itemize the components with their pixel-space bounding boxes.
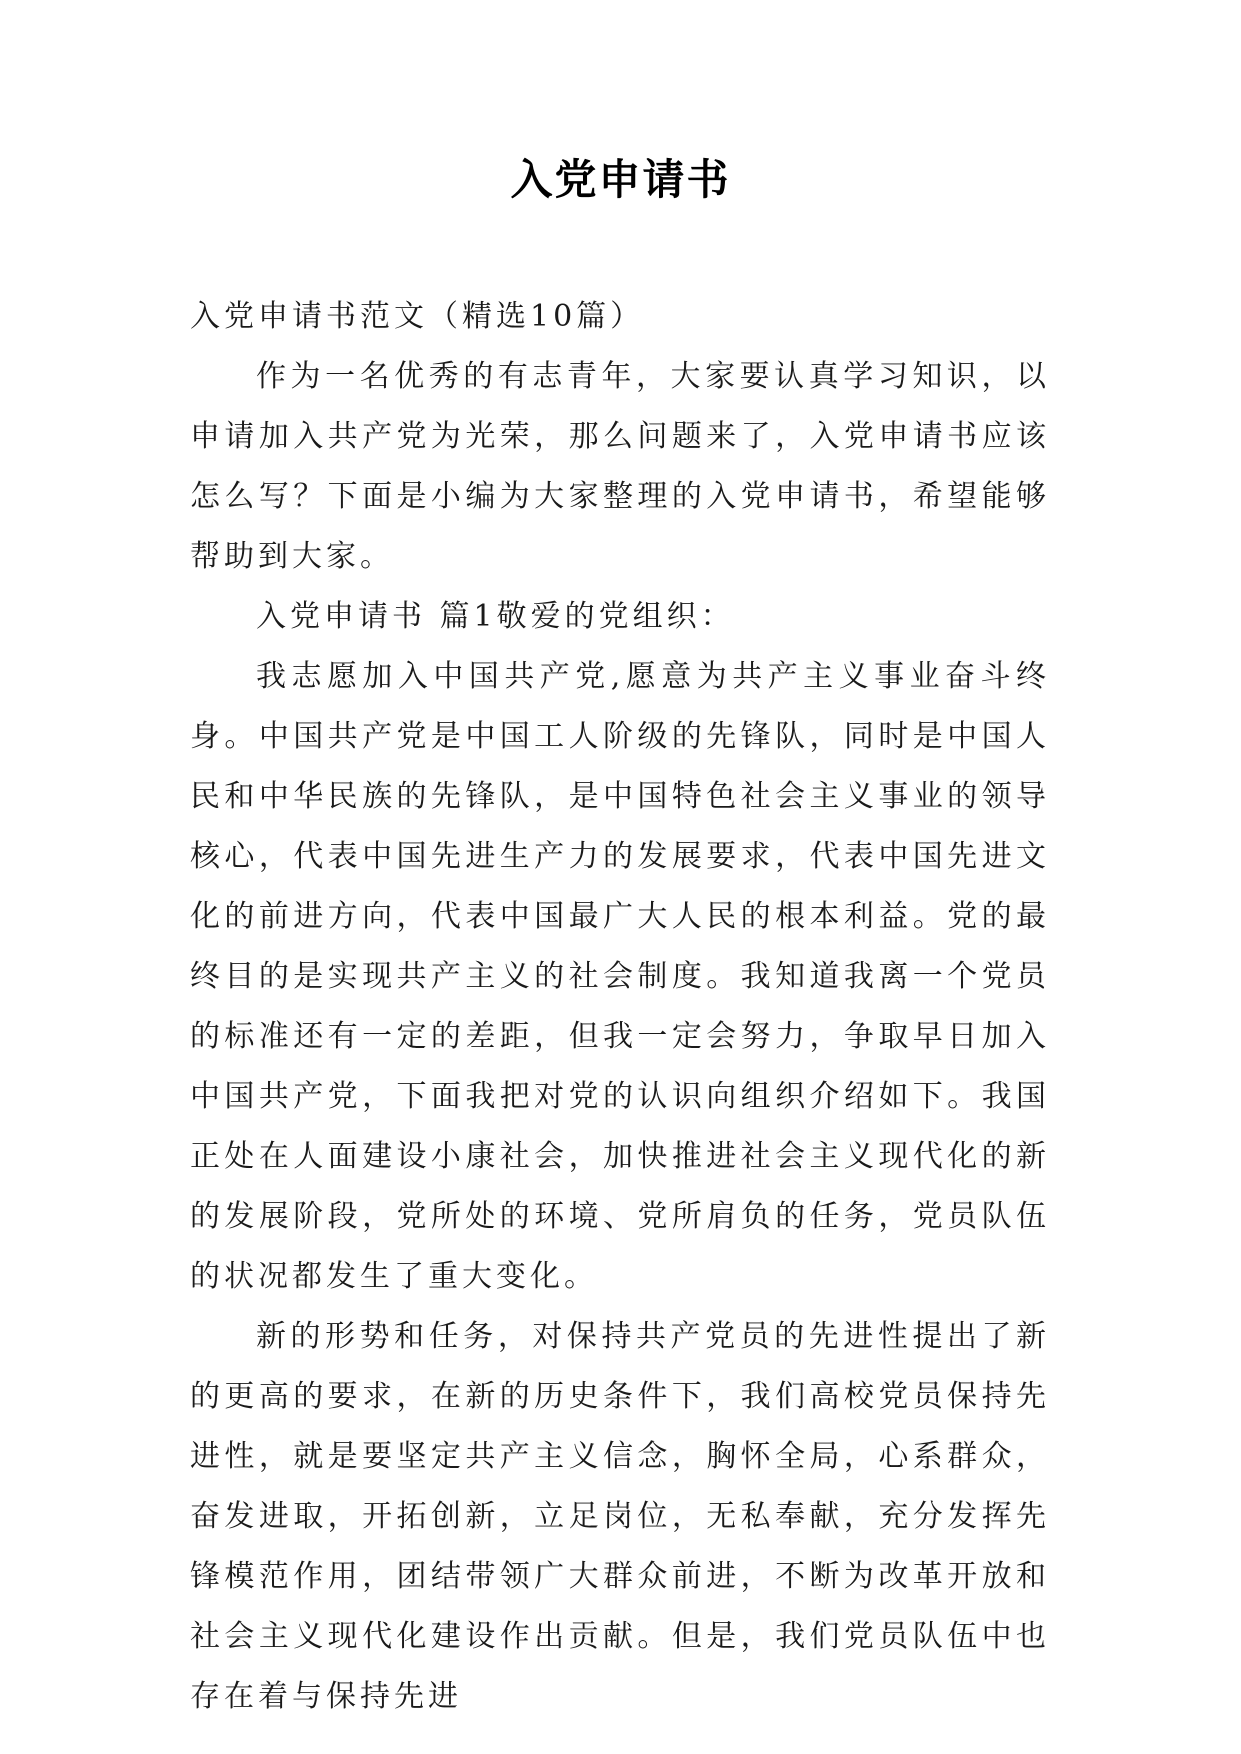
document-title: 入党申请书: [510, 155, 731, 204]
intro-paragraph: 作为一名优秀的有志青年，大家要认真学习知识，以申请加入共产党为光荣，那么问题来了，入党申请书应该怎么写？下面是小编为大家整理的入党申请书，希望能够帮助到大家。: [190, 359, 1050, 574]
body-paragraph: 新的形势和任务，对保持共产党员的先进性提出了新的更高的要求，在新的历史条件下，我们高校党员保持先进性，就是要坚定共产主义信念，胸怀全局，心系群众，奋发进取，开拓创新，立足岗位，无私奉献，充分发挥先锋模范作用，团结带领广大群众前进，不断为改革开放和社会主义现代化建设作出贡献。但是，我们党员队伍中也存在着与保持先进: [190, 1319, 1050, 1714]
letter-heading-paragraph: 入党申请书 篇1敬爱的党组织：: [256, 599, 735, 634]
body-paragraph: 我志愿加入中国共产党,愿意为共产主义事业奋斗终身。中国共产党是中国工人阶级的先锋队，同时是中国人民和中华民族的先锋队，是中国特色社会主义事业的领导核心，代表中国先进生产力的发展要求，代表中国先进文化的前进方向，代表中国最广大人民的根本利益。党的最终目的是实现共产主义的社会制度。我知道我离一个党员的标准还有一定的差距，但我一定会努力，争取早日加入中国共产党，下面我把对党的认识向组织介绍如下。我国正处在人面建设小康社会，加快推进社会主义现代化的新的发展阶段，党所处的环境、党所肩负的任务，党员队伍的状况都发生了重大变化。: [190, 659, 1050, 1294]
document-body: [190, 287, 1050, 1727]
subtitle-paragraph: 入党申请书范文（精选10篇）: [190, 299, 645, 334]
